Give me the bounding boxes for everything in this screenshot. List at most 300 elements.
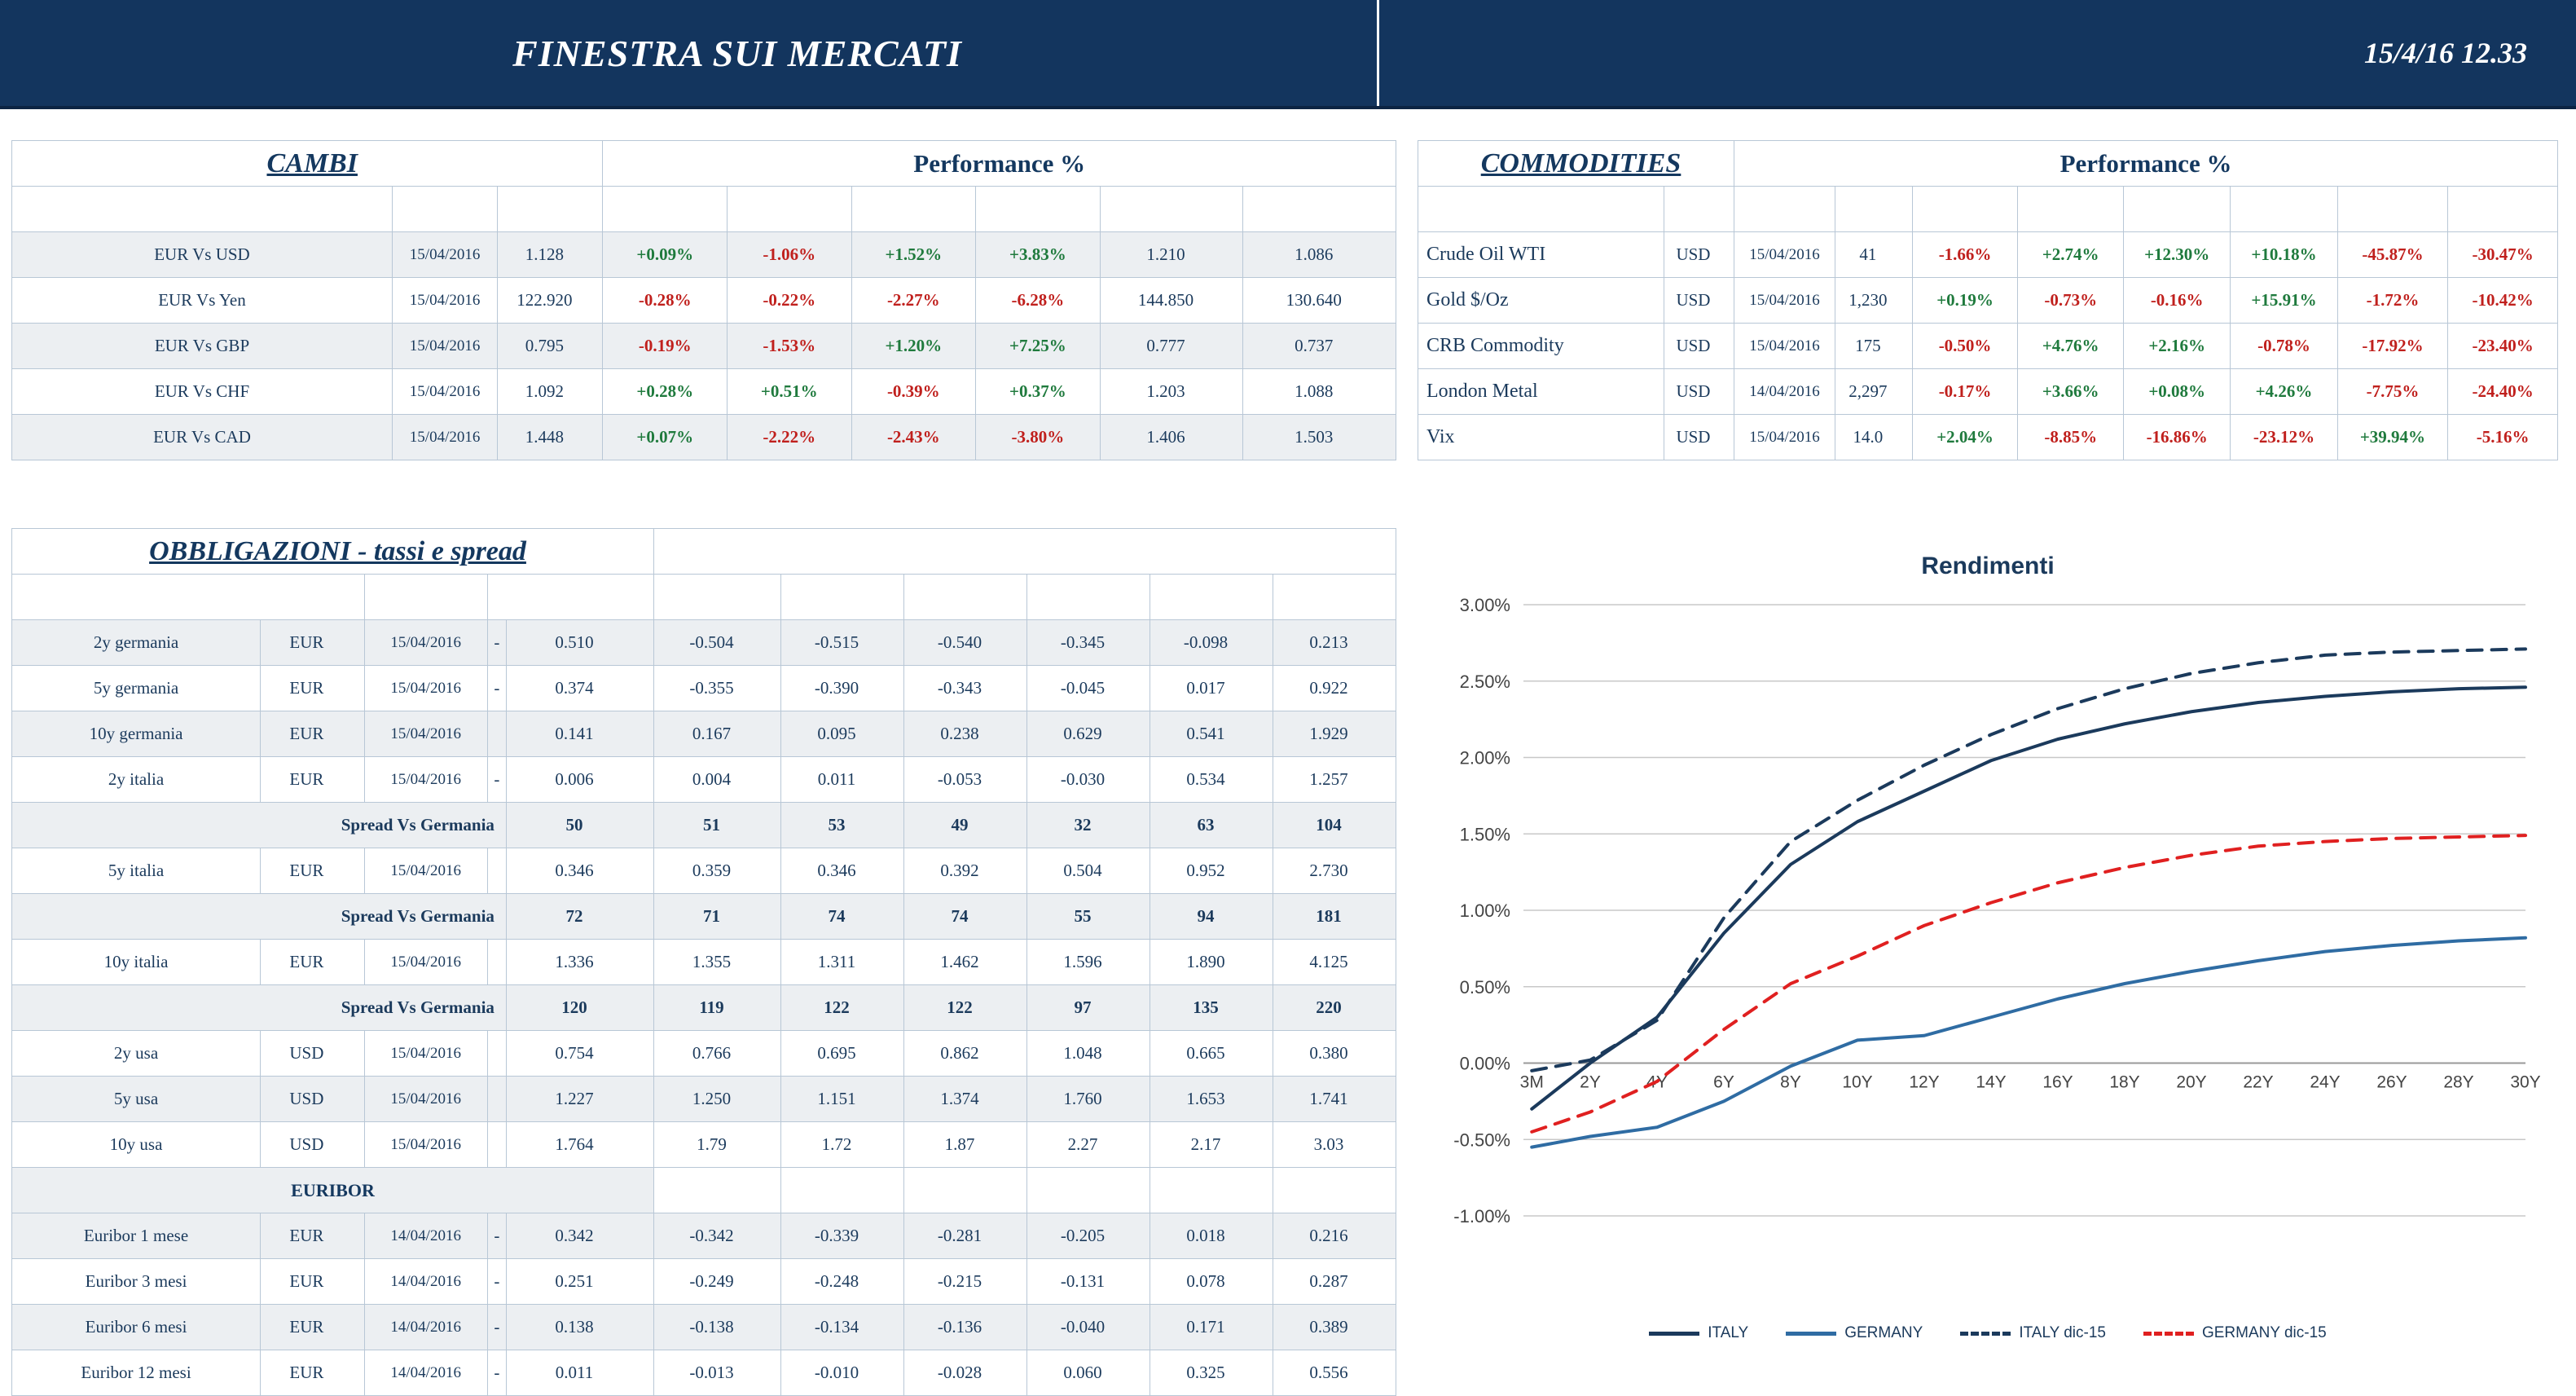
obblig-spread-c2: 122 bbox=[904, 985, 1027, 1031]
cambi-d1: +0.09% bbox=[603, 232, 728, 278]
obblig-ccy: EUR bbox=[261, 848, 365, 894]
obblig-c2: 0.392 bbox=[904, 848, 1027, 894]
obblig-c0: 1.250 bbox=[654, 1077, 781, 1122]
obblig-c5: 2.730 bbox=[1273, 848, 1396, 894]
obblig-sign bbox=[487, 940, 506, 985]
obblig-header-row bbox=[12, 575, 1396, 620]
obblig-sign: - bbox=[487, 757, 506, 803]
cambi-fx14: 0.777 bbox=[1100, 324, 1243, 369]
cambi-d5: -1.53% bbox=[728, 324, 852, 369]
obblig-spread-last: 72 bbox=[506, 894, 653, 940]
obblig-spread-c5: 181 bbox=[1273, 894, 1396, 940]
table-row bbox=[12, 848, 1396, 894]
obblig-spread-c5: 104 bbox=[1273, 803, 1396, 848]
euribor-date: 14/04/2016 bbox=[364, 1259, 487, 1305]
euribor-c3: 0.060 bbox=[1027, 1350, 1150, 1396]
euribor-c1: -0.010 bbox=[781, 1350, 904, 1396]
obblig-last: 0.346 bbox=[506, 848, 653, 894]
obblig-c4: 1.653 bbox=[1150, 1077, 1273, 1122]
cambi-col-8: 31/12/15 FX bbox=[1243, 187, 1396, 232]
obblig-spread-c4: 63 bbox=[1150, 803, 1273, 848]
euribor-c2: -0.281 bbox=[904, 1213, 1027, 1259]
obblig-name: 2y germania bbox=[12, 620, 261, 666]
svg-text:26Y: 26Y bbox=[2376, 1072, 2407, 1092]
commodities-ccy: USD bbox=[1664, 278, 1734, 324]
euribor-header-row bbox=[12, 1168, 1396, 1213]
commodities-col-0 bbox=[1418, 187, 1664, 232]
svg-text:8Y: 8Y bbox=[1780, 1072, 1801, 1092]
table-row bbox=[12, 1031, 1396, 1077]
euribor-c0: -0.249 bbox=[654, 1259, 781, 1305]
obblig-col-5: 8-apr-16 bbox=[781, 575, 904, 620]
obblig-spread-c2: 49 bbox=[904, 803, 1027, 848]
commodities-date: 15/04/2016 bbox=[1734, 278, 1835, 324]
table-row bbox=[12, 1350, 1396, 1396]
euribor-c2: -0.028 bbox=[904, 1350, 1027, 1396]
legend-swatch bbox=[1786, 1332, 1836, 1336]
cambi-fx15: 1.086 bbox=[1243, 232, 1396, 278]
obblig-col-8: 31-dic-14 bbox=[1150, 575, 1273, 620]
obblig-c1: 0.695 bbox=[781, 1031, 904, 1077]
commodities-col-6: 1 M bbox=[2124, 187, 2231, 232]
commodities-d5: -0.73% bbox=[2018, 278, 2124, 324]
obblig-c4: 0.534 bbox=[1150, 757, 1273, 803]
commodities-ytd: +4.26% bbox=[2231, 369, 2337, 415]
obblig-c4: 2.17 bbox=[1150, 1122, 1273, 1168]
legend-swatch bbox=[1960, 1332, 2011, 1336]
euribor-c3: -0.205 bbox=[1027, 1213, 1150, 1259]
obblig-date: 15/04/2016 bbox=[364, 1031, 487, 1077]
obblig-name: 2y italia bbox=[12, 757, 261, 803]
obblig-c3: 1.760 bbox=[1027, 1077, 1150, 1122]
obblig-spread-c1: 122 bbox=[781, 985, 904, 1031]
commodities-section-title: COMMODITIES bbox=[1418, 141, 1734, 187]
obblig-c5: 1.257 bbox=[1273, 757, 1396, 803]
obblig-name: 5y germania bbox=[12, 666, 261, 711]
obblig-name: 5y italia bbox=[12, 848, 261, 894]
obblig-col-2: Date bbox=[364, 575, 487, 620]
commodities-last: 41 bbox=[1835, 232, 1913, 278]
commodities-last: 14.0 bbox=[1835, 415, 1913, 460]
svg-text:-0.50%: -0.50% bbox=[1453, 1130, 1510, 1151]
commodities-m1: +2.16% bbox=[2124, 324, 2231, 369]
obblig-c4: 0.541 bbox=[1150, 711, 1273, 757]
obblig-c1: -0.390 bbox=[781, 666, 904, 711]
commodities-ccy: USD bbox=[1664, 415, 1734, 460]
cambi-m1: -2.27% bbox=[851, 278, 976, 324]
obblig-c4: 1.890 bbox=[1150, 940, 1273, 985]
svg-text:2.00%: 2.00% bbox=[1459, 747, 1510, 768]
commodities-date: 15/04/2016 bbox=[1734, 415, 1835, 460]
obblig-spread-c1: 53 bbox=[781, 803, 904, 848]
obblig-spread-last: 120 bbox=[506, 985, 653, 1031]
obblig-c0: 0.004 bbox=[654, 757, 781, 803]
svg-text:10Y: 10Y bbox=[1842, 1072, 1873, 1092]
obblig-spread-c4: 135 bbox=[1150, 985, 1273, 1031]
euribor-c4: 0.171 bbox=[1150, 1305, 1273, 1350]
timestamp: 15/4/16 12.33 bbox=[2363, 37, 2527, 69]
obblig-date: 15/04/2016 bbox=[364, 620, 487, 666]
euribor-c1: -0.248 bbox=[781, 1259, 904, 1305]
obblig-date: 15/04/2016 bbox=[364, 1122, 487, 1168]
euribor-c2: -0.215 bbox=[904, 1259, 1027, 1305]
cambi-col-4: 5day bbox=[728, 187, 852, 232]
obblig-c4: 0.017 bbox=[1150, 666, 1273, 711]
cambi-ytd: +0.37% bbox=[976, 369, 1101, 415]
obblig-date: 15/04/2016 bbox=[364, 711, 487, 757]
svg-text:0.00%: 0.00% bbox=[1459, 1053, 1510, 1074]
commodities-d1: +0.19% bbox=[1912, 278, 2018, 324]
obblig-last: 0.141 bbox=[506, 711, 653, 757]
obblig-c3: 2.27 bbox=[1027, 1122, 1150, 1168]
commodities-y14: -1.72% bbox=[2337, 278, 2448, 324]
euribor-col-1: 8-apr-16 bbox=[781, 1168, 904, 1213]
obblig-spread-c0: 119 bbox=[654, 985, 781, 1031]
obblig-c3: 0.629 bbox=[1027, 711, 1150, 757]
euribor-col-4: 31-dic-14 bbox=[1150, 1168, 1273, 1213]
commodities-d1: -0.50% bbox=[1912, 324, 2018, 369]
cambi-last: 0.795 bbox=[498, 324, 603, 369]
commodities-ccy: USD bbox=[1664, 232, 1734, 278]
cambi-d1: +0.28% bbox=[603, 369, 728, 415]
obblig-section-title: OBBLIGAZIONI - tassi e spread bbox=[12, 529, 654, 575]
svg-text:16Y: 16Y bbox=[2042, 1072, 2073, 1092]
obblig-c4: -0.098 bbox=[1150, 620, 1273, 666]
commodities-last: 1,230 bbox=[1835, 278, 1913, 324]
commodities-ytd: -0.78% bbox=[2231, 324, 2337, 369]
obblig-date: 15/04/2016 bbox=[364, 848, 487, 894]
commodities-col-3: Last bbox=[1835, 187, 1913, 232]
commodities-date: 14/04/2016 bbox=[1734, 369, 1835, 415]
legend-label: ITALY dic-15 bbox=[2019, 1324, 2106, 1341]
table-row bbox=[12, 369, 1396, 415]
obblig-name: 5y usa bbox=[12, 1077, 261, 1122]
commodities-ytd: +15.91% bbox=[2231, 278, 2337, 324]
cambi-section-title: CAMBI bbox=[12, 141, 603, 187]
obblig-ccy: USD bbox=[261, 1122, 365, 1168]
obblig-c0: 0.766 bbox=[654, 1031, 781, 1077]
cambi-col-0: Cambi bbox=[12, 187, 393, 232]
legend-swatch bbox=[2143, 1332, 2194, 1336]
cambi-fx14: 1.210 bbox=[1100, 232, 1243, 278]
cambi-fx15: 1.088 bbox=[1243, 369, 1396, 415]
cambi-col-5: 1 M bbox=[851, 187, 976, 232]
obblig-spread-c4: 94 bbox=[1150, 894, 1273, 940]
cambi-date: 15/04/2016 bbox=[392, 415, 497, 460]
commodities-d5: +3.66% bbox=[2018, 369, 2124, 415]
euribor-c4: 0.018 bbox=[1150, 1213, 1273, 1259]
legend-item bbox=[1649, 1324, 1748, 1342]
commodities-y14: -7.75% bbox=[2337, 369, 2448, 415]
cambi-m1: -2.43% bbox=[851, 415, 976, 460]
table-row bbox=[1418, 278, 2558, 324]
table-row bbox=[12, 757, 1396, 803]
obblig-ccy: EUR bbox=[261, 620, 365, 666]
obblig-sign bbox=[487, 1031, 506, 1077]
table-row bbox=[12, 1077, 1396, 1122]
table-row bbox=[1418, 369, 2558, 415]
svg-text:1.00%: 1.00% bbox=[1459, 901, 1510, 921]
obblig-c2: 0.862 bbox=[904, 1031, 1027, 1077]
table-row bbox=[1418, 232, 2558, 278]
commodities-m1: +0.08% bbox=[2124, 369, 2231, 415]
obblig-c2: 1.462 bbox=[904, 940, 1027, 985]
commodities-y15: -24.40% bbox=[2448, 369, 2558, 415]
cambi-col-1: Date bbox=[392, 187, 497, 232]
commodities-name: Crude Oil WTI bbox=[1418, 232, 1664, 278]
obblig-sign: - bbox=[487, 666, 506, 711]
cambi-d5: -2.22% bbox=[728, 415, 852, 460]
commodities-name: Gold $/Oz bbox=[1418, 278, 1664, 324]
euribor-ccy: EUR bbox=[261, 1350, 365, 1396]
obblig-ccy: EUR bbox=[261, 757, 365, 803]
obblig-date: 15/04/2016 bbox=[364, 940, 487, 985]
obblig-col-4: 14-apr-16 bbox=[654, 575, 781, 620]
legend-swatch bbox=[1649, 1332, 1699, 1336]
obblig-c2: 1.87 bbox=[904, 1122, 1027, 1168]
cambi-col-7: 31/12/14 FX bbox=[1100, 187, 1243, 232]
svg-text:3.00%: 3.00% bbox=[1459, 595, 1510, 615]
euribor-date: 14/04/2016 bbox=[364, 1305, 487, 1350]
svg-text:2.50%: 2.50% bbox=[1459, 671, 1510, 692]
obblig-sign bbox=[487, 1077, 506, 1122]
svg-text:2Y: 2Y bbox=[1580, 1072, 1601, 1092]
obblig-c5: 0.213 bbox=[1273, 620, 1396, 666]
svg-text:14Y: 14Y bbox=[1976, 1072, 2007, 1092]
commodities-y15: -23.40% bbox=[2448, 324, 2558, 369]
obblig-title-row bbox=[12, 529, 1396, 575]
obblig-c0: 0.167 bbox=[654, 711, 781, 757]
obblig-c2: -0.053 bbox=[904, 757, 1027, 803]
cambi-perf-title: Performance % bbox=[603, 141, 1396, 187]
euribor-sign: - bbox=[487, 1259, 506, 1305]
commodities-d1: -1.66% bbox=[1912, 232, 2018, 278]
euribor-date: 14/04/2016 bbox=[364, 1213, 487, 1259]
obblig-col-9: 31-dic-13 bbox=[1273, 575, 1396, 620]
commodities-col-4: 1day bbox=[1912, 187, 2018, 232]
commodities-ccy: USD bbox=[1664, 369, 1734, 415]
table-row bbox=[12, 1305, 1396, 1350]
table-row bbox=[12, 415, 1396, 460]
euribor-ccy: EUR bbox=[261, 1259, 365, 1305]
commodities-m1: -16.86% bbox=[2124, 415, 2231, 460]
commodities-date: 15/04/2016 bbox=[1734, 232, 1835, 278]
obblig-spread-c0: 51 bbox=[654, 803, 781, 848]
cambi-last: 122.920 bbox=[498, 278, 603, 324]
cambi-d1: -0.19% bbox=[603, 324, 728, 369]
obblig-c3: 1.048 bbox=[1027, 1031, 1150, 1077]
euribor-c0: -0.013 bbox=[654, 1350, 781, 1396]
svg-text:12Y: 12Y bbox=[1909, 1072, 1940, 1092]
commodities-col-2: Date bbox=[1734, 187, 1835, 232]
header-divider bbox=[1377, 0, 1379, 106]
commodities-y15: -30.47% bbox=[2448, 232, 2558, 278]
commodities-d5: -8.85% bbox=[2018, 415, 2124, 460]
page-title: FINESTRA SUI MERCATI bbox=[512, 32, 962, 74]
rendimenti-chart bbox=[1418, 538, 2558, 1377]
euribor-col-2: 4-mar-16 bbox=[904, 1168, 1027, 1213]
chart-canvas bbox=[1418, 580, 2558, 1314]
commodities-d1: +2.04% bbox=[1912, 415, 2018, 460]
cambi-d5: -1.06% bbox=[728, 232, 852, 278]
cambi-name: EUR Vs CHF bbox=[12, 369, 393, 415]
obblig-spread-last: 50 bbox=[506, 803, 653, 848]
obblig-c2: -0.343 bbox=[904, 666, 1027, 711]
euribor-col-5: 31-dic-13 bbox=[1273, 1168, 1396, 1213]
commodities-ytd: -23.12% bbox=[2231, 415, 2337, 460]
obblig-c1: 0.011 bbox=[781, 757, 904, 803]
cambi-col-2: Last bbox=[498, 187, 603, 232]
euribor-ccy: EUR bbox=[261, 1213, 365, 1259]
obblig-ccy: EUR bbox=[261, 940, 365, 985]
euribor-last: 0.011 bbox=[506, 1350, 653, 1396]
table-row bbox=[12, 620, 1396, 666]
euribor-last: 0.342 bbox=[506, 1213, 653, 1259]
svg-text:22Y: 22Y bbox=[2243, 1072, 2274, 1092]
obblig-c3: -0.345 bbox=[1027, 620, 1150, 666]
obblig-c1: 1.72 bbox=[781, 1122, 904, 1168]
commodities-ytd: +10.18% bbox=[2231, 232, 2337, 278]
obblig-sign bbox=[487, 848, 506, 894]
obblig-c5: 1.929 bbox=[1273, 711, 1396, 757]
obblig-ccy: USD bbox=[261, 1031, 365, 1077]
obblig-c3: -0.030 bbox=[1027, 757, 1150, 803]
obbligazioni-table bbox=[11, 528, 1396, 1396]
cambi-name: EUR Vs USD bbox=[12, 232, 393, 278]
obblig-col-3: Last bbox=[487, 575, 653, 620]
obblig-date: 15/04/2016 bbox=[364, 1077, 487, 1122]
obblig-c5: 0.922 bbox=[1273, 666, 1396, 711]
cambi-date: 15/04/2016 bbox=[392, 324, 497, 369]
obblig-last: 0.374 bbox=[506, 666, 653, 711]
obblig-last: 0.006 bbox=[506, 757, 653, 803]
obblig-last: 1.764 bbox=[506, 1122, 653, 1168]
cambi-fx14: 1.203 bbox=[1100, 369, 1243, 415]
obblig-name: 10y germania bbox=[12, 711, 261, 757]
cambi-date: 15/04/2016 bbox=[392, 369, 497, 415]
obblig-c1: -0.515 bbox=[781, 620, 904, 666]
obblig-date: 15/04/2016 bbox=[364, 666, 487, 711]
legend-label: GERMANY bbox=[1844, 1324, 1923, 1341]
euribor-name: Euribor 1 mese bbox=[12, 1213, 261, 1259]
obblig-name: 10y usa bbox=[12, 1122, 261, 1168]
obblig-sign: - bbox=[487, 620, 506, 666]
commodities-date: 15/04/2016 bbox=[1734, 324, 1835, 369]
cambi-fx14: 144.850 bbox=[1100, 278, 1243, 324]
cambi-m1: +1.52% bbox=[851, 232, 976, 278]
cambi-fx15: 130.640 bbox=[1243, 278, 1396, 324]
commodities-name: Vix bbox=[1418, 415, 1664, 460]
euribor-label: EURIBOR bbox=[12, 1168, 654, 1213]
commodities-last: 175 bbox=[1835, 324, 1913, 369]
legend-item bbox=[1960, 1324, 2106, 1342]
cambi-name: EUR Vs Yen bbox=[12, 278, 393, 324]
euribor-name: Euribor 12 mesi bbox=[12, 1350, 261, 1396]
cambi-ytd: +3.83% bbox=[976, 232, 1101, 278]
obblig-c1: 0.346 bbox=[781, 848, 904, 894]
obblig-title-filler bbox=[654, 529, 1396, 575]
euribor-sign: - bbox=[487, 1350, 506, 1396]
euribor-c5: 0.216 bbox=[1273, 1213, 1396, 1259]
table-row bbox=[12, 940, 1396, 985]
euribor-col-0: 13-apr-16 bbox=[654, 1168, 781, 1213]
cambi-ytd: -3.80% bbox=[976, 415, 1101, 460]
cambi-d1: -0.28% bbox=[603, 278, 728, 324]
obblig-c4: 0.952 bbox=[1150, 848, 1273, 894]
euribor-c0: -0.138 bbox=[654, 1305, 781, 1350]
obblig-c5: 0.380 bbox=[1273, 1031, 1396, 1077]
obblig-name: 2y usa bbox=[12, 1031, 261, 1077]
cambi-d5: +0.51% bbox=[728, 369, 852, 415]
svg-text:18Y: 18Y bbox=[2109, 1072, 2140, 1092]
euribor-c1: -0.134 bbox=[781, 1305, 904, 1350]
obblig-col-6: 4-mar-16 bbox=[904, 575, 1027, 620]
commodities-title-row bbox=[1418, 141, 2558, 187]
obblig-col-0: Tassi bbox=[12, 575, 365, 620]
svg-text:28Y: 28Y bbox=[2443, 1072, 2474, 1092]
cambi-name: EUR Vs CAD bbox=[12, 415, 393, 460]
euribor-c3: -0.131 bbox=[1027, 1259, 1150, 1305]
cambi-ytd: -6.28% bbox=[976, 278, 1101, 324]
commodities-y14: -45.87% bbox=[2337, 232, 2448, 278]
commodities-d5: +2.74% bbox=[2018, 232, 2124, 278]
commodities-name: CRB Commodity bbox=[1418, 324, 1664, 369]
obblig-last: 1.227 bbox=[506, 1077, 653, 1122]
euribor-c5: 0.287 bbox=[1273, 1259, 1396, 1305]
table-row bbox=[12, 985, 1396, 1031]
obblig-spread-c3: 97 bbox=[1027, 985, 1150, 1031]
euribor-c4: 0.078 bbox=[1150, 1259, 1273, 1305]
commodities-ccy: USD bbox=[1664, 324, 1734, 369]
table-row bbox=[12, 1213, 1396, 1259]
obblig-c5: 3.03 bbox=[1273, 1122, 1396, 1168]
cambi-m1: -0.39% bbox=[851, 369, 976, 415]
obblig-spread-label: Spread Vs Germania bbox=[12, 803, 507, 848]
cambi-fx15: 1.503 bbox=[1243, 415, 1396, 460]
obblig-c0: 1.355 bbox=[654, 940, 781, 985]
obblig-c0: -0.355 bbox=[654, 666, 781, 711]
svg-text:24Y: 24Y bbox=[2310, 1072, 2341, 1092]
obblig-c3: 0.504 bbox=[1027, 848, 1150, 894]
cambi-d1: +0.07% bbox=[603, 415, 728, 460]
obblig-c4: 0.665 bbox=[1150, 1031, 1273, 1077]
table-row bbox=[12, 1122, 1396, 1168]
obblig-c5: 1.741 bbox=[1273, 1077, 1396, 1122]
obblig-c2: 0.238 bbox=[904, 711, 1027, 757]
cambi-d5: -0.22% bbox=[728, 278, 852, 324]
obblig-c5: 4.125 bbox=[1273, 940, 1396, 985]
obblig-last: 1.336 bbox=[506, 940, 653, 985]
obblig-date: 15/04/2016 bbox=[364, 757, 487, 803]
obblig-ccy: EUR bbox=[261, 711, 365, 757]
cambi-table bbox=[11, 140, 1396, 460]
cambi-date: 15/04/2016 bbox=[392, 232, 497, 278]
euribor-c1: -0.339 bbox=[781, 1213, 904, 1259]
cambi-title-row bbox=[12, 141, 1396, 187]
svg-text:3M: 3M bbox=[1519, 1072, 1544, 1092]
euribor-name: Euribor 6 mesi bbox=[12, 1305, 261, 1350]
obblig-c2: 1.374 bbox=[904, 1077, 1027, 1122]
obblig-last: 0.510 bbox=[506, 620, 653, 666]
commodities-col-9: 2015 bbox=[2448, 187, 2558, 232]
svg-text:20Y: 20Y bbox=[2176, 1072, 2207, 1092]
commodities-perf-title: Performance % bbox=[1734, 141, 2558, 187]
svg-text:30Y: 30Y bbox=[2510, 1072, 2541, 1092]
commodities-d5: +4.76% bbox=[2018, 324, 2124, 369]
euribor-name: Euribor 3 mesi bbox=[12, 1259, 261, 1305]
euribor-c0: -0.342 bbox=[654, 1213, 781, 1259]
euribor-last: 0.251 bbox=[506, 1259, 653, 1305]
